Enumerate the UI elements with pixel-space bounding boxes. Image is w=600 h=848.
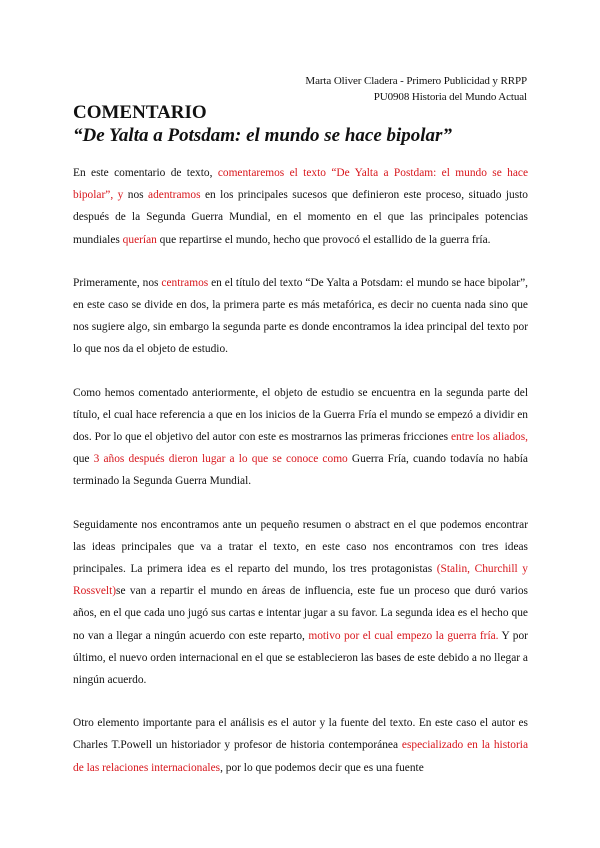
text-run: que: [73, 453, 94, 466]
highlighted-text-run: entre los aliados,: [451, 431, 528, 444]
text-run: Primeramente, nos: [73, 276, 162, 289]
highlighted-text-run: querían: [122, 233, 157, 246]
text-run: Otro elemento importante para el análisis es el autor y la fuente del texto. En este caso el autor es Charles T.Powell un historiador y profesor de historia contemporánea: [73, 717, 528, 752]
highlighted-text-run: adentramos: [148, 189, 201, 202]
highlighted-text-run: centramos: [161, 276, 209, 289]
page-subtitle: “De Yalta a Potsdam: el mundo se hace bipolar”: [73, 125, 452, 146]
text-run: en el título del texto “De Yalta a Potsdam: el mundo se hace bipolar”, en este caso se divide en dos, la primera parte es más metafórica, es decir no cuenta nada sino que nos sugiere algo, sin embargo la segunda parte es donde encontramos la idea principal del texto por lo que nos da el objeto de estudio.: [73, 276, 528, 356]
text-run: Seguidamente nos encontramos ante un pequeño resumen o abstract en el que podemos encontrar las ideas principales que va a tratar el texto, en este caso nos encontramos con tres ideas principales. La primera idea es el reparto del mundo, los tres protagonistas: [73, 518, 528, 576]
subject-line: PU0908 Historia del Mundo Actual: [373, 91, 527, 103]
document-body: [73, 162, 528, 800]
paragraph-3: [73, 382, 528, 493]
highlighted-text-run: (Stalin, Churchill y Rossvelt): [73, 563, 528, 598]
highlighted-text-run: especializado en la historia de las relaciones internacionales: [73, 739, 529, 774]
paragraph-5: [73, 712, 528, 779]
text-run: Como hemos comentado anteriormente, el objeto de estudio se encuentra en la segunda parte del título, el cual hace referencia a que en los inicios de la Guerra Fría el mundo se empezó a dividir en dos. Por lo que el objetivo del autor con este es mostrarnos las primeras fricciones: [73, 386, 528, 444]
highlighted-text-run: comentaremos el texto “De Yalta a Postdam: el mundo se hace bipolar”, y: [73, 167, 528, 202]
text-run: se van a repartir el mundo en áreas de influencia, este fue un proceso que duró varios años, en el que cada uno jugó sus cartas e intentar jugar a su favor. La segunda idea es el hecho que no van a llegar a ningún acuerdo con este reparto,: [73, 585, 528, 642]
text-run: , por lo que podemos decir que es una fuente: [220, 761, 424, 774]
text-run: en los principales sucesos que definieron este proceso, situado justo después de la Segunda Guerra Mundial, en el momento en el que las principales potencias mundiales: [73, 189, 528, 246]
author-header: [305, 73, 527, 105]
paragraph-4: [73, 514, 528, 692]
highlighted-text-run: motivo por el cual empezo la guerra fría.: [308, 629, 499, 642]
paragraph-1: [73, 162, 528, 251]
page-title: COMENTARIO: [73, 102, 207, 123]
text-run: Y por último, el nuevo orden internacional en el que se establecieron las bases de este debido a no llegar a ningún acuerdo.: [73, 629, 528, 687]
text-run: nos: [123, 189, 149, 202]
highlighted-text-run: 3 años después dieron lugar a lo que se conoce como: [93, 453, 348, 466]
text-run: En este comentario de texto,: [73, 167, 218, 179]
text-run: Guerra Fría, cuando todavía no había terminado la Segunda Guerra Mundial.: [73, 453, 528, 488]
paragraph-2: [73, 272, 528, 361]
author-course-line: Marta Oliver Cladera - Primero Publicidad y RRPP: [305, 75, 527, 87]
text-run: que repartirse el mundo, hecho que provocó el estallido de la guerra fría.: [156, 233, 491, 246]
